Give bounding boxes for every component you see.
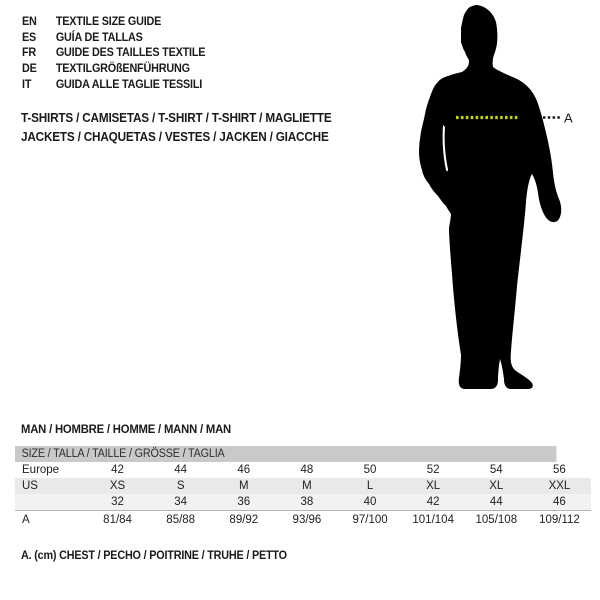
man-silhouette-shape [419, 5, 561, 389]
category-jackets: JACKETS / CHAQUETAS / VESTES / JACKEN / GIACCHE [21, 130, 329, 144]
table-cell: 36 [237, 496, 251, 508]
size-table-header: SIZE / TALLA / TAILLE / GRÖSSE / TAGLIA [15, 446, 556, 462]
table-cell: 38 [300, 496, 314, 508]
language-code: DE [22, 63, 37, 76]
language-code: ES [22, 31, 37, 44]
row-label: US [22, 480, 38, 492]
table-cell: 81/84 [103, 514, 132, 526]
language-code: IT [22, 79, 32, 92]
table-cell: 109/112 [539, 514, 580, 526]
man-silhouette [390, 0, 600, 400]
table-cell: XS [109, 480, 126, 492]
table-row-chest-cm [15, 510, 591, 529]
table-cell: XL [426, 480, 441, 492]
table-cell: S [176, 480, 185, 492]
language-label: GUIDA ALLE TAGLIE TESSILI [55, 79, 203, 92]
table-cell: 105/108 [475, 514, 518, 526]
table-cell: 44 [174, 464, 188, 476]
language-label: TEXTILGRÖßENFÜHRUNG [55, 63, 190, 76]
table-cell: 52 [426, 464, 440, 476]
language-label: GUIDE DES TAILLES TEXTILE [55, 47, 206, 60]
table-row-us [15, 478, 591, 494]
table-cell: 93/96 [292, 514, 322, 526]
table-cell: 42 [426, 496, 440, 508]
language-item-fr [22, 46, 205, 62]
table-cell: M [302, 480, 312, 492]
measure-label-a: A [564, 110, 573, 126]
language-item-es [22, 30, 205, 46]
table-row-europe [15, 462, 591, 478]
size-table [15, 446, 591, 529]
table-cell: 97/100 [352, 514, 388, 526]
table-cell: 48 [300, 464, 314, 476]
table-cell: 89/92 [229, 514, 259, 526]
table-cell: 101/104 [412, 514, 454, 526]
row-label: A [22, 514, 30, 526]
table-cell: M [239, 480, 249, 492]
language-code: FR [22, 47, 37, 60]
table-cell: 40 [363, 496, 377, 508]
language-code: EN [22, 15, 37, 28]
table-cell: XXL [548, 480, 571, 492]
category-tshirts: T-SHIRTS / CAMISETAS / T-SHIRT / T-SHIRT / MAGLIETTE [21, 111, 332, 125]
table-cell: 85/88 [166, 514, 196, 526]
table-cell: 34 [174, 496, 188, 508]
table-cell: 42 [111, 464, 124, 476]
measurement-footnote: A. (cm) CHEST / PECHO / POITRINE / TRUHE / PETTO [21, 550, 287, 562]
table-row-numeric [15, 494, 591, 510]
language-item-de [22, 61, 205, 77]
table-cell: 46 [237, 464, 251, 476]
table-cell: XL [489, 480, 504, 492]
table-cell: L [366, 480, 374, 492]
table-cell: 46 [553, 496, 566, 508]
language-label: GUÍA DE TALLAS [55, 31, 143, 44]
row-label: Europe [22, 464, 60, 476]
table-cell: 32 [111, 496, 124, 508]
language-item-en [22, 14, 205, 30]
language-list [22, 14, 205, 93]
section-label-man: MAN / HOMBRE / HOMME / MANN / MAN [21, 422, 231, 436]
language-item-it [22, 77, 205, 93]
table-cell: 50 [363, 464, 377, 476]
table-cell: 54 [489, 464, 503, 476]
table-cell: 44 [489, 496, 503, 508]
language-label: TEXTILE SIZE GUIDE [55, 15, 162, 28]
table-cell: 56 [553, 464, 566, 476]
